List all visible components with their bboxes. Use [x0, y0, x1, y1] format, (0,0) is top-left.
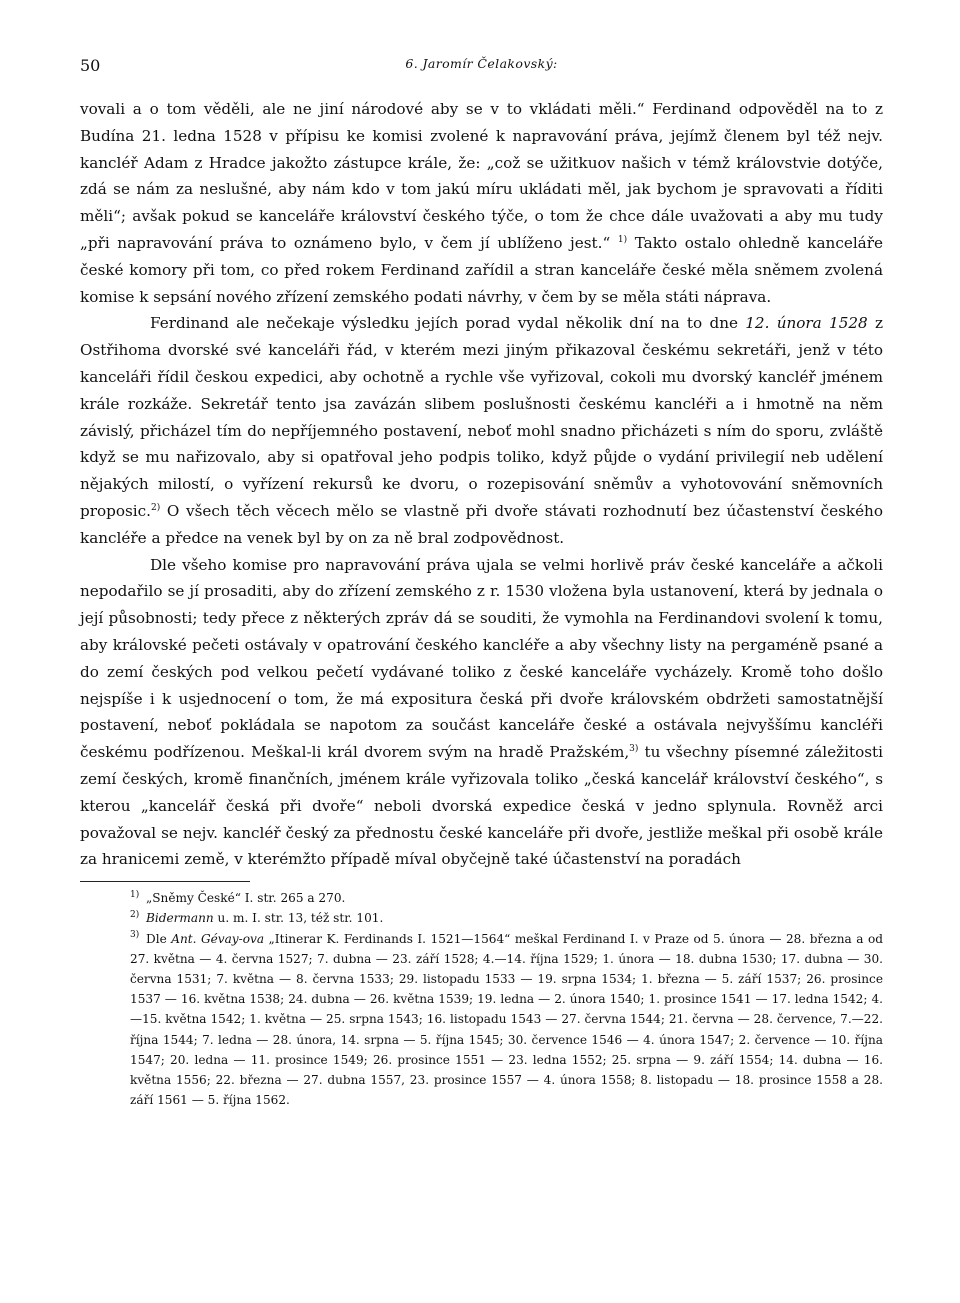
cited-author: Bidermann: [146, 911, 214, 926]
paragraph: [80, 552, 883, 874]
text-run: z Ostřihoma dvorské své kanceláři řád, v kterém mezi jiným přikazoval českému sekretáři, jenž v této kanceláři řídil českou expedici, aby ochotně a rychle vše vyřizoval, cokoli mu dvorský kancléř jménem krále rozkáže. Sekretář tento jsa zavázán slibem poslušnosti českému kancléři a i hmotně na něm závislý, přicházel tím do nepříjemného postavení, neboť mohl snadno přicházeti s ním do sporu, zvláště když se mu nařizovalo, aby si opatřoval jeho podpis toliko, když půjde o vydání privilegií neb udělení nějakých milostí, o vyřízení rekursů ke dvoru, o rozepisování sněmův a vyhotovování sněmovních proposic.: [80, 314, 883, 520]
text-run: vovali a o tom věděli, ale ne jiní národové aby se v to vkládati měli.“ Ferdinand odpověděl na to z Budína 21. ledna 1528 v přípisu ke komisi zvolené k napravování práva, jejímž členem byl též nejv. kancléř Adam z Hradce jakožto zástupce krále, že: „což se užitkuov našich v témž královstvie dotýče, zdá se nám za neslušné, aby nám kdo v tom jakú míru ukládati měl, jak bychom je spravovati a říditi měli“; avšak pokud se kanceláře království českého týče, o tom že chce dále uvažovati a aby mu tudy „při napravování práva to oznámeno bylo, v čem jí ublíženo jest.“: [80, 100, 883, 252]
footnote-divider: [80, 881, 250, 882]
chapter-title: 6. Jaromír Čelakovský:: [405, 56, 558, 71]
text-run: O všech těch věcech mělo se vlastně při dvoře stávati rozhodnutí bez účastenství českého kancléře a předce na venek byl by on za ně bral zodpovědnost.: [80, 501, 883, 547]
footnote-text: Dle: [146, 931, 172, 946]
main-text: [80, 96, 883, 873]
footnote-text: „Itinerar K. Ferdinands I. 1521—1564“ meškal Ferdinand I. v Praze od 5. února — 28. března a od 27. května — 4. června 1527; 7. dubna — 23. září 1528; 4.—14. října 1529; 1. února — 18. dubna 1530; 17. dubna — 30. června 1531; 7. května — 8. června 1533; 29. listopadu 1533 — 19. srpna 1534; 1. března — 5. září 1537; 26. prosince 1537 — 16. května 1538; 24. dubna — 26. května 1539; 19. ledna — 2. února 1540; 1. prosince 1541 — 17. ledna 1542; 4.—15. května 1542; 1. května — 25. srpna 1543; 16. listopadu 1543 — 27. června 1544; 21. června — 28. července, 7.—22. října 1544; 7. ledna — 28. února, 14. srpna — 5. října 1545; 30. července 1546 — 4. února 1547; 2. července — 10. října 1547; 20. ledna — 11. prosince 1549; 26. prosince 1551 — 23. ledna 1552; 25. srpna — 9. září 1554; 14. dubna — 16. května 1556; 22. března — 27. dubna 1557, 23. prosince 1557 — 4. února 1558; 8. listopadu — 18. prosince 1558 a 28. září 1561 — 5. října 1562.: [130, 931, 883, 1108]
footnote: $^{2)}$ Bidermann u. m. I. str. 13, též str. 101.: [130, 910, 384, 926]
footnote-reference: 1): [617, 234, 628, 245]
paragraph: [80, 310, 883, 551]
cited-author: Ant. Gévay-ova: [171, 931, 265, 946]
text-run: Takto ostalo ohledně kanceláře české komory při tom, co před rokem Ferdinand zařídil a stran kanceláře české měla sněmem zvolená komise k sepsání nového zřízení zemského podati návrhy, v čem by se měla státi náprava.: [80, 233, 883, 306]
italic-date: 12. února 1528: [745, 314, 868, 333]
paragraph: [80, 96, 883, 310]
book-page: [80, 56, 883, 1110]
page-number: 50: [80, 56, 101, 75]
text-run: Ferdinand ale nečekaje výsledku jejích porad vydal několik dní na to dne: [150, 314, 746, 333]
footnotes: [80, 888, 883, 1110]
footnote-reference: 2): [150, 502, 161, 513]
running-header: [80, 56, 883, 80]
footnote: $^{3)}$ Dle Ant. Gévay-ova „Itinerar K. Ferdinands I. 1521—1564“ meškal Ferdinand I. v Praze od 5. února — 28. března a od 27. května — 4. června 1527; 7. dubna — 23. září 1528; 4.—14. října 1529; 1. února — 18. dubna 1530; 17. dubna — 30. června 1531; 7. května — 8. června 1533; 29. listopadu 1533 — 19. srpna 1534; 1. března — 5. září 1537; 26. prosince 1537 — 16. května 1538; 24. dubna — 26. května 1539; 19. ledna — 2. února 1540; 1. prosince 1541 — 17. ledna 1542; 4.—15. května 1542; 1. května — 25. srpna 1543; 16. listopadu 1543 — 27. června 1544; 21. června — 28. července, 7.—22. října 1544; 7. ledna — 28. února, 14. srpna — 5. října 1545; 30. července 1546 — 4. února 1547; 2. července — 10. října 1547; 20. ledna — 11. prosince 1549; 26. prosince 1551 — 23. ledna 1552; 25. srpna — 9. září 1554; 14. dubna — 16. května 1556; 22. března — 27. dubna 1557, 23. prosince 1557 — 4. února 1558; 8. listopadu — 18. prosince 1558 a 28. září 1561 — 5. října 1562.: [130, 930, 883, 1108]
text-run: tu všechny písemné záležitosti zemí českých, kromě finančních, jménem krále vyřizovala toliko „česká kancelář království českého“, s kterou „kancelář česká při dvoře“ neboli dvorská expedice česká v jedno splynula. Rovněž arci považoval se nejv. kancléř český za přednostu české kanceláře při dvoře, jestliže meškal při osobě krále za hranicemi země, v kterémžto případě míval obyčejně také účastenství na poradách: [80, 743, 883, 869]
footnote-text: u. m. I. str. 13, též str. 101.: [213, 911, 384, 926]
text-run: Dle všeho komise pro napravování práva ujala se velmi horlivě práv české kanceláře a ačkoli nepodařilo se jí prosaditi, aby do zřízení zemského z r. 1530 vložena byla ustanovení, která by jednala o její působnosti; tedy přece z některých zpráv dá se souditi, že vymohla na Ferdinandovi svolení k tomu, aby královské pečeti ostávaly v opatrování českého kancléře a aby všechny listy na pergaméně psané a do zemí českých pod velkou pečetí vydávané toliko z české kanceláře vycházely. Kromě toho došlo nejspíše i k usjednocení o tom, že má expositura česká při dvoře královském obdržeti samostatnější postavení, neboť pokládala se napotom za součást kanceláře české a ostávala nejvyššímu kancléři českému podřízenou. Meškal-li král dvorem svým na hradě Pražském,: [80, 555, 883, 762]
footnote: $^{1)}$ „Sněmy České“ I. str. 265 a 270.: [130, 890, 346, 906]
footnote-reference: 3): [629, 744, 639, 755]
footnote-text: „Sněmy České“ I. str. 265 a 270.: [146, 891, 346, 906]
